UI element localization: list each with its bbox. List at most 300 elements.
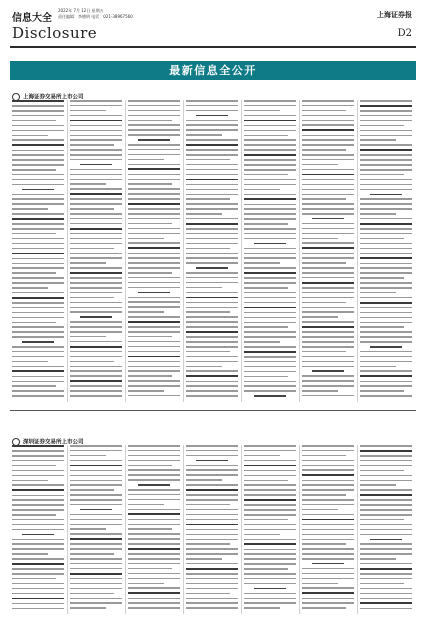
text-line xyxy=(12,150,64,152)
text-line xyxy=(360,361,412,363)
text-line xyxy=(12,499,64,501)
text-line xyxy=(70,169,122,171)
text-line xyxy=(370,539,401,541)
text-line xyxy=(80,164,111,166)
text-line xyxy=(186,184,238,186)
text-line xyxy=(244,480,288,482)
text-line xyxy=(370,194,401,196)
text-line xyxy=(70,257,122,259)
text-line xyxy=(302,543,346,545)
text-line xyxy=(128,533,180,535)
text-line xyxy=(12,351,64,353)
listing-top-column xyxy=(244,100,296,402)
text-line xyxy=(70,370,122,372)
text-line xyxy=(186,514,238,516)
text-line xyxy=(244,475,296,477)
text-line xyxy=(80,316,111,318)
text-line xyxy=(70,120,122,122)
text-line xyxy=(70,528,106,530)
text-line xyxy=(186,282,238,284)
text-line xyxy=(186,124,238,126)
text-line xyxy=(302,120,354,122)
text-line xyxy=(244,105,296,107)
text-line xyxy=(360,144,412,146)
text-line xyxy=(128,543,180,545)
text-line xyxy=(186,277,238,279)
text-line xyxy=(244,336,296,338)
text-line xyxy=(244,534,280,536)
text-line xyxy=(186,238,238,240)
text-line xyxy=(128,370,180,372)
text-line xyxy=(244,164,296,166)
text-line xyxy=(244,331,296,333)
text-line xyxy=(128,395,180,397)
text-line xyxy=(244,223,288,225)
text-line xyxy=(12,568,64,570)
text-line xyxy=(360,558,396,560)
text-line xyxy=(244,371,296,373)
text-line xyxy=(128,168,180,170)
text-line xyxy=(302,529,354,531)
text-line xyxy=(12,258,64,260)
text-line xyxy=(360,110,412,112)
text-line xyxy=(302,154,354,156)
text-line xyxy=(12,390,64,392)
text-line xyxy=(360,598,412,600)
text-line xyxy=(186,257,238,259)
text-line xyxy=(244,198,296,200)
text-line xyxy=(302,558,354,560)
section-header-shanghai xyxy=(12,86,84,101)
text-line xyxy=(186,272,238,274)
text-line xyxy=(186,326,238,328)
text-line xyxy=(70,336,106,338)
text-line xyxy=(186,484,238,486)
text-line xyxy=(302,287,354,289)
text-line xyxy=(360,480,412,482)
text-line xyxy=(12,228,64,230)
text-line xyxy=(186,607,238,609)
section-title-shenzhen: 深圳证券交易所上市公司 xyxy=(23,439,84,446)
text-line xyxy=(360,568,412,570)
text-line xyxy=(186,385,238,387)
text-line xyxy=(12,120,56,122)
issue-meta xyxy=(58,8,133,20)
text-line xyxy=(128,277,180,279)
text-line xyxy=(12,598,64,600)
text-line xyxy=(244,317,296,319)
text-line xyxy=(70,321,122,323)
text-line xyxy=(70,223,122,225)
text-line xyxy=(302,578,354,580)
text-line xyxy=(302,445,354,447)
text-line xyxy=(128,164,180,166)
text-line xyxy=(12,445,64,447)
text-line xyxy=(70,598,122,600)
text-line xyxy=(302,257,354,259)
text-line xyxy=(12,331,64,333)
text-line xyxy=(244,484,296,486)
text-line xyxy=(128,179,180,181)
text-line xyxy=(302,573,354,575)
listing-bottom-column xyxy=(360,445,412,614)
text-line xyxy=(12,356,64,358)
text-line xyxy=(128,262,180,264)
text-line xyxy=(360,381,412,383)
column-rule xyxy=(67,100,68,402)
text-line xyxy=(360,514,412,516)
text-line xyxy=(244,494,296,496)
listing-bottom-column xyxy=(186,445,238,614)
text-line xyxy=(360,553,412,555)
text-line xyxy=(360,390,404,392)
text-line xyxy=(70,588,122,590)
text-line xyxy=(186,134,222,136)
text-line xyxy=(12,263,64,265)
text-line xyxy=(186,474,238,476)
text-line xyxy=(244,539,296,541)
text-line xyxy=(302,356,354,358)
text-line xyxy=(244,385,296,387)
text-line xyxy=(302,534,354,536)
text-line xyxy=(12,524,64,526)
text-line xyxy=(244,125,296,127)
text-line xyxy=(302,105,354,107)
text-line xyxy=(12,450,64,452)
text-line xyxy=(12,208,48,210)
text-line xyxy=(186,366,222,368)
text-line xyxy=(244,100,296,102)
text-line xyxy=(186,120,238,122)
text-line xyxy=(70,346,122,348)
text-line xyxy=(360,543,412,545)
text-line xyxy=(302,174,354,176)
text-line xyxy=(360,174,404,176)
text-line xyxy=(12,277,64,279)
column-rule xyxy=(357,445,358,614)
text-line xyxy=(244,578,296,580)
text-line xyxy=(186,465,238,467)
listing-bottom-column xyxy=(302,445,354,614)
text-line xyxy=(360,548,412,550)
text-line xyxy=(128,228,180,230)
text-line xyxy=(302,100,354,102)
text-line xyxy=(12,578,56,580)
text-line xyxy=(128,134,180,136)
text-line xyxy=(70,174,122,176)
text-line xyxy=(312,218,343,220)
text-line xyxy=(70,311,122,313)
text-line xyxy=(186,375,238,377)
text-line xyxy=(186,356,238,358)
newspaper-name: 上海证券报 xyxy=(377,10,412,19)
text-line xyxy=(70,484,122,486)
text-line xyxy=(128,469,180,471)
text-line xyxy=(12,287,48,289)
text-line xyxy=(186,341,238,343)
text-line xyxy=(128,321,180,323)
text-line xyxy=(186,311,230,313)
text-line xyxy=(186,110,238,112)
text-line xyxy=(302,583,338,585)
text-line xyxy=(70,307,122,309)
text-line xyxy=(244,144,296,146)
text-line xyxy=(244,120,296,122)
column-rule xyxy=(183,445,184,614)
text-line xyxy=(360,465,412,467)
text-line xyxy=(186,248,230,250)
text-line xyxy=(70,460,122,462)
text-line xyxy=(244,169,296,171)
text-line xyxy=(302,169,354,171)
text-line xyxy=(70,248,114,250)
text-line xyxy=(244,504,296,506)
text-line xyxy=(12,465,56,467)
text-line xyxy=(244,519,288,521)
text-line xyxy=(12,455,64,457)
text-line xyxy=(128,558,180,560)
text-line xyxy=(70,607,106,609)
text-line xyxy=(186,573,238,575)
text-line xyxy=(22,189,53,191)
text-line xyxy=(12,504,64,506)
masthead xyxy=(0,0,426,52)
text-line xyxy=(128,311,164,313)
text-line xyxy=(312,370,343,372)
text-line xyxy=(302,292,354,294)
text-line xyxy=(128,326,180,328)
text-line xyxy=(128,297,180,299)
text-line xyxy=(12,272,56,274)
text-line xyxy=(360,489,412,491)
column-rule xyxy=(299,445,300,614)
text-line xyxy=(244,174,288,176)
text-line xyxy=(12,322,56,324)
text-line xyxy=(128,445,180,447)
text-line xyxy=(12,529,64,531)
text-line xyxy=(302,390,338,392)
column-rule xyxy=(125,100,126,402)
text-line xyxy=(12,174,64,176)
text-line xyxy=(12,248,64,250)
text-line xyxy=(70,538,122,540)
text-line xyxy=(302,331,354,333)
text-line xyxy=(244,558,296,560)
text-line xyxy=(302,465,354,467)
text-line xyxy=(22,534,53,536)
text-line xyxy=(360,460,412,462)
text-line xyxy=(186,494,238,496)
text-line xyxy=(12,608,64,610)
text-line xyxy=(302,238,338,240)
banner-title: 最新信息全公开 xyxy=(169,64,257,77)
text-line xyxy=(302,159,354,161)
text-line xyxy=(12,253,64,255)
text-line xyxy=(70,489,114,491)
text-line xyxy=(254,243,285,245)
text-line xyxy=(302,499,354,501)
text-line xyxy=(70,262,106,264)
text-line xyxy=(70,563,122,565)
text-line xyxy=(244,583,296,585)
text-line xyxy=(186,321,238,323)
text-line xyxy=(302,524,354,526)
text-line xyxy=(302,489,354,491)
text-line xyxy=(70,361,114,363)
text-line xyxy=(360,257,412,259)
text-line xyxy=(360,322,412,324)
text-line xyxy=(186,450,238,452)
text-line xyxy=(12,593,64,595)
text-line xyxy=(302,607,346,609)
listing-bottom-column xyxy=(244,445,296,614)
text-line xyxy=(128,306,180,308)
text-line xyxy=(128,524,180,526)
text-line xyxy=(186,455,238,457)
text-line xyxy=(302,474,354,476)
text-line xyxy=(360,115,412,117)
listing-top-column xyxy=(128,100,180,402)
text-line xyxy=(186,381,238,383)
text-line xyxy=(12,139,64,141)
text-line xyxy=(186,174,238,176)
text-line xyxy=(254,588,285,590)
text-line xyxy=(12,159,64,161)
text-line xyxy=(128,573,180,575)
text-line xyxy=(360,534,412,536)
text-line xyxy=(12,238,64,240)
listing-top-column xyxy=(360,100,412,402)
text-line xyxy=(302,307,354,309)
text-line xyxy=(70,558,122,560)
text-line xyxy=(128,465,172,467)
text-line xyxy=(128,159,164,161)
text-line xyxy=(302,460,354,462)
text-line xyxy=(186,297,238,299)
text-line xyxy=(360,336,412,338)
text-line xyxy=(70,218,122,220)
text-line xyxy=(70,159,122,161)
text-line xyxy=(302,602,354,604)
text-line xyxy=(186,583,238,585)
text-line xyxy=(244,302,296,304)
text-line xyxy=(360,583,404,585)
text-line xyxy=(70,390,122,392)
text-line xyxy=(244,139,296,141)
text-line xyxy=(360,356,412,358)
text-line xyxy=(360,228,412,230)
text-line xyxy=(302,203,354,205)
text-line xyxy=(70,341,122,343)
text-line xyxy=(12,460,64,462)
text-line xyxy=(360,563,412,565)
text-line xyxy=(186,499,238,501)
text-line xyxy=(360,105,412,107)
text-line xyxy=(360,203,412,205)
text-line xyxy=(70,524,122,526)
text-line xyxy=(360,189,412,191)
text-line xyxy=(12,223,64,225)
text-line xyxy=(70,193,122,195)
text-line xyxy=(186,159,230,161)
text-line xyxy=(186,568,238,570)
listing-bottom-column xyxy=(12,445,64,614)
text-line xyxy=(128,607,180,609)
text-line xyxy=(244,179,296,181)
text-line xyxy=(360,208,412,210)
text-line xyxy=(12,385,56,387)
text-line xyxy=(244,233,296,235)
text-line xyxy=(12,484,64,486)
text-line xyxy=(302,336,354,338)
text-line xyxy=(244,149,296,151)
text-line xyxy=(360,455,412,457)
text-line xyxy=(302,277,354,279)
text-line xyxy=(128,238,164,240)
text-line xyxy=(360,218,412,220)
text-line xyxy=(128,602,180,604)
text-line xyxy=(302,129,354,131)
text-line xyxy=(128,380,180,382)
text-line xyxy=(12,125,64,127)
text-line xyxy=(302,592,354,594)
text-line xyxy=(302,194,354,196)
text-line xyxy=(128,587,180,589)
text-line xyxy=(302,484,354,486)
text-line xyxy=(12,154,64,156)
text-line xyxy=(186,189,238,191)
text-line xyxy=(186,139,238,141)
text-line xyxy=(12,519,64,521)
text-line xyxy=(302,385,354,387)
text-line xyxy=(128,267,180,269)
text-line xyxy=(12,588,64,590)
text-line xyxy=(70,272,122,274)
text-line xyxy=(12,297,64,299)
listing-bottom-column xyxy=(70,445,122,614)
text-line xyxy=(128,174,180,176)
text-line xyxy=(302,587,354,589)
text-line xyxy=(302,272,354,274)
column-rule xyxy=(299,100,300,402)
text-line xyxy=(70,105,122,107)
text-line xyxy=(302,509,338,511)
text-line xyxy=(302,144,354,146)
text-line xyxy=(186,218,238,220)
text-line xyxy=(70,213,122,215)
text-line xyxy=(244,253,296,255)
text-line xyxy=(302,282,354,284)
text-line xyxy=(128,356,180,358)
text-line xyxy=(186,489,238,491)
text-line xyxy=(70,154,122,156)
text-line xyxy=(12,346,64,348)
text-line xyxy=(302,351,346,353)
text-line xyxy=(70,110,106,112)
text-line xyxy=(12,243,64,245)
text-line xyxy=(70,593,114,595)
text-line xyxy=(70,149,122,151)
text-line xyxy=(302,375,354,377)
text-line xyxy=(244,346,296,348)
text-line xyxy=(302,326,354,328)
text-line xyxy=(360,253,412,255)
text-line xyxy=(128,568,172,570)
text-line xyxy=(360,130,412,132)
text-line xyxy=(186,479,222,481)
text-line xyxy=(186,331,238,333)
text-line xyxy=(244,257,296,259)
